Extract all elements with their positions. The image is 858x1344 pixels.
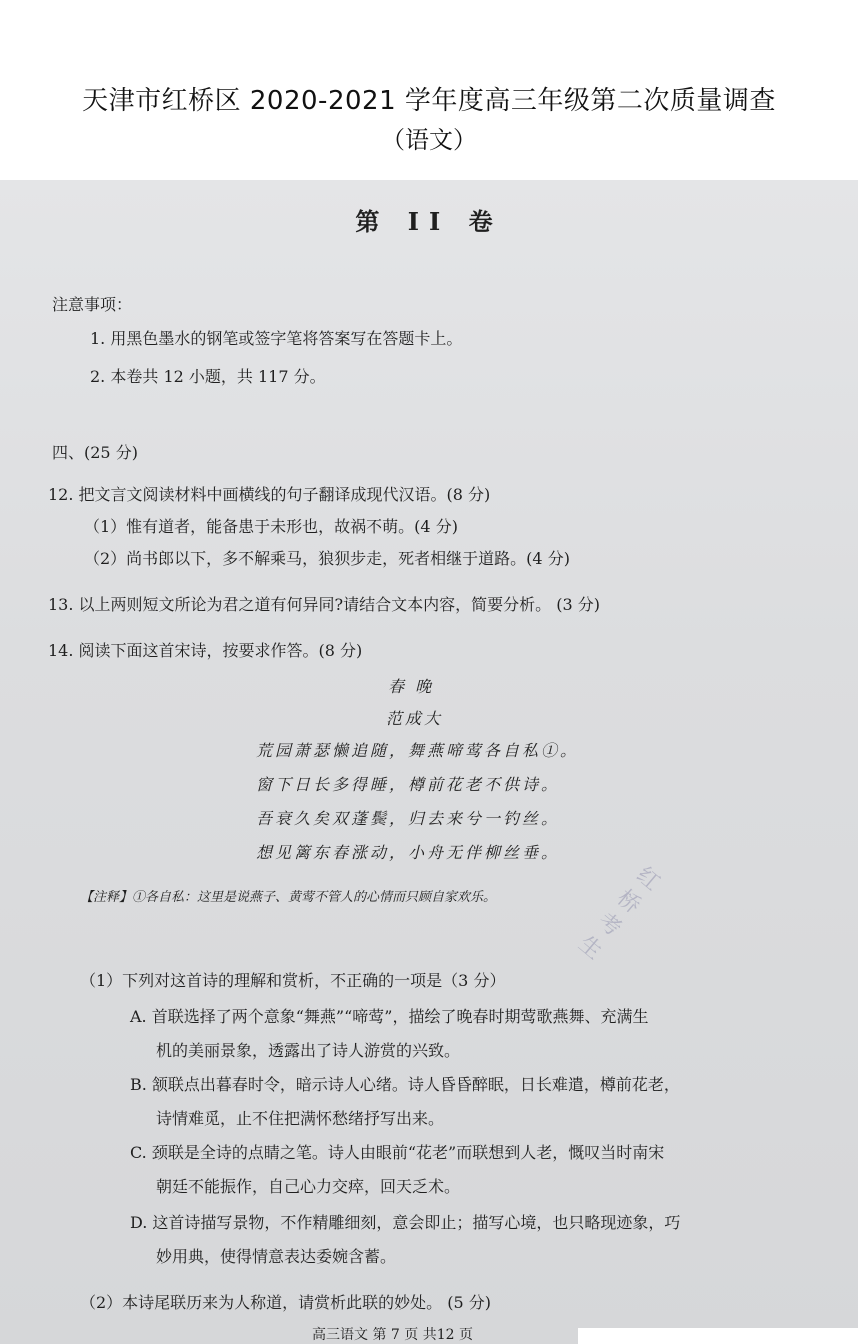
- poem-line: 荒园萧瑟懒追随，舞燕啼莺各自私①。: [256, 741, 580, 760]
- scan-edge: [578, 1328, 858, 1344]
- exam-title: 天津市红桥区 2020-2021 学年度高三年级第二次质量调查: [82, 86, 776, 116]
- question-14-part-2-stem: （2）本诗尾联历来为人称道，请赏析此联的妙处。 (5 分): [80, 1293, 492, 1312]
- page-footer: 高三语文 第 7 页 共12 页: [312, 1327, 473, 1343]
- option-d-line-2: 妙用典，使得情意表达委婉含蓄。: [156, 1247, 397, 1266]
- question-12-sub-2: （2）尚书郎以下，多不解乘马，狼狈步走，死者相继于道路。(4 分): [84, 549, 570, 568]
- question-12-sub-1: （1）惟有道者，能备患于未形也，故祸不萌。(4 分): [84, 517, 458, 536]
- handwritten-watermark: 红桥考生: [573, 862, 665, 965]
- option-a-line-2: 机的美丽景象，透露出了诗人游赏的兴致。: [156, 1041, 461, 1060]
- option-c-line-2: 朝廷不能振作，自己心力交瘁，回天乏术。: [156, 1177, 461, 1196]
- question-14-part-1-stem: （1）下列对这首诗的理解和赏析，不正确的一项是（3 分）: [80, 971, 506, 990]
- option-b-line-1: B. 颔联点出暮春时令，暗示诗人心绪。诗人昏昏醉眠，日长难遣，樽前花老，: [130, 1075, 680, 1094]
- scanned-exam-page: [0, 180, 858, 1344]
- notice-heading: 注意事项：: [52, 295, 133, 314]
- poem-annotation: 【注释】①各自私：这里是说燕子、黄莺不管人的心情而只顾自家欢乐。: [80, 890, 497, 905]
- document-header: [0, 0, 858, 180]
- notice-item: 2. 本卷共 12 小题，共 117 分。: [90, 367, 326, 386]
- option-d-line-1: D. 这首诗描写景物，不作精雕细刻，意会即止；描写心境，也只略现迹象，巧: [130, 1213, 681, 1232]
- section-heading: 四、(25 分): [52, 443, 138, 462]
- exam-subject: （语文）: [381, 126, 477, 154]
- poem-line: 窗下日长多得睡，樽前花老不供诗。: [256, 775, 561, 794]
- option-a-line-1: A. 首联选择了两个意象“舞燕”“啼莺”，描绘了晚春时期莺歌燕舞、充满生: [130, 1007, 649, 1026]
- poem-line: 想见篱东春涨动，小舟无伴柳丝垂。: [256, 843, 561, 862]
- poem-line: 吾衰久矣双蓬鬓，归去来兮一钓丝。: [256, 809, 561, 828]
- option-b-line-2: 诗情难觅，止不住把满怀愁绪抒写出来。: [156, 1109, 445, 1128]
- question-14-stem: 14. 阅读下面这首宋诗，按要求作答。(8 分): [48, 641, 363, 660]
- question-12-stem: 12. 把文言文阅读材料中画横线的句子翻译成现代汉语。(8 分): [48, 485, 491, 504]
- volume-title: 第 II 卷: [355, 207, 503, 236]
- poem-title: 春 晚: [388, 677, 435, 696]
- notice-item: 1. 用黑色墨水的钢笔或签字笔将答案写在答题卡上。: [90, 329, 463, 348]
- question-13-stem: 13. 以上两则短文所论为君之道有何异同?请结合文本内容，简要分析。 (3 分): [48, 595, 600, 614]
- poem-author: 范成大: [386, 709, 444, 728]
- option-c-line-1: C. 颈联是全诗的点睛之笔。诗人由眼前“花老”而联想到人老，慨叹当时南宋: [130, 1143, 665, 1162]
